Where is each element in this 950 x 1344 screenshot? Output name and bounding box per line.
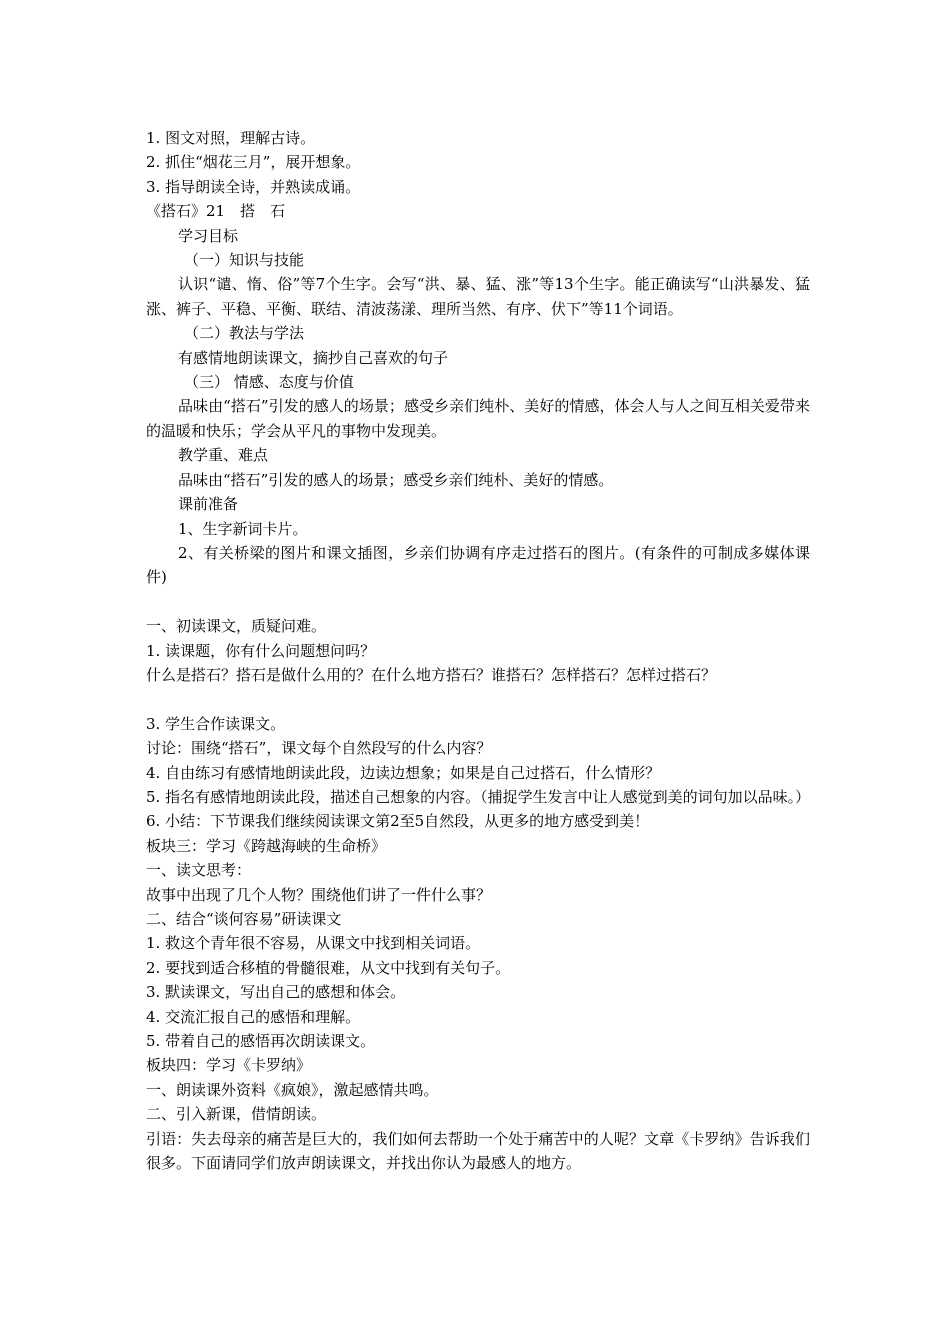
- paragraph: 1、生字新词卡片。: [178, 519, 308, 538]
- text-line: 6. 小结：下节课我们继续阅读课文第2至5自然段，从更多的地方感受到美！: [146, 812, 650, 831]
- section-heading: 板块四：学习《卡罗纳》: [146, 1056, 312, 1075]
- text-line: 一、读文思考：: [146, 861, 252, 880]
- text-line: 一、朗读课外资料《疯娘》，激起感情共鸣。: [146, 1080, 439, 1099]
- paragraph: 有感情地朗读课文，摘抄自己喜欢的句子: [178, 348, 449, 367]
- paragraph: 品味由“搭石”引发的感人的场景；感受乡亲们纯朴、美好的情感，体会人与人之间互相关爱带来的温暖和快乐；学会从平凡的事物中发现美。: [146, 397, 810, 440]
- subsection-heading: （二）教法与学法: [184, 324, 305, 343]
- text-line: 1. 救这个青年很不容易，从课文中找到相关词语。: [146, 934, 481, 953]
- text-line: 4. 自由练习有感情地朗读此段，边读边想象；如果是自己过搭石，什么情形？: [146, 763, 661, 782]
- text-line: 1. 读课题，你有什么问题想问吗？: [146, 641, 376, 660]
- text-line: 1. 图文对照，理解古诗。: [146, 129, 316, 147]
- text-line: 3. 学生合作读课文。: [146, 714, 286, 733]
- text-line: 一、初读课文，质疑问难。: [146, 617, 327, 636]
- text-line: 3. 指导朗读全诗，并熟读成诵。: [146, 177, 361, 196]
- text-line: 2. 抓住“烟花三月”，展开想象。: [146, 153, 361, 172]
- lesson-title: 《搭石》21 搭 石: [146, 202, 286, 221]
- text-line: 故事中出现了几个人物？围绕他们讲了一件什么事？: [146, 885, 492, 904]
- subsection-heading: （三） 情感、态度与价值: [184, 373, 354, 392]
- section-heading: 板块三：学习《跨越海峡的生命桥》: [146, 836, 387, 855]
- text-line: 2. 要找到适合移植的骨髓很难，从文中找到有关句子。: [146, 958, 511, 977]
- paragraph: 品味由“搭石”引发的感人的场景；感受乡亲们纯朴、美好的情感。: [178, 470, 614, 489]
- section-heading: 学习目标: [178, 226, 239, 245]
- paragraph: 2、有关桥梁的图片和课文插图，乡亲们协调有序走过搭石的图片。(有条件的可制成多媒体课件): [146, 543, 810, 587]
- blank-line: [146, 687, 810, 711]
- section-heading: 课前准备: [178, 495, 239, 514]
- text-line: 5. 带着自己的感悟再次朗读课文。: [146, 1032, 376, 1050]
- section-heading: 教学重、难点: [178, 446, 269, 465]
- paragraph: 认识“谴、惰、俗”等7个生字。会写“洪、暴、猛、涨”等13个生字。能正确读写“山洪暴发、猛涨、裤子、平稳、平衡、联结、清波荡漾、理所当然、有序、伏下”等11个词语。: [146, 275, 810, 318]
- text-line: 什么是搭石？搭石是做什么用的？在什么地方搭石？谁搭石？怎样搭石？怎样过搭石？: [146, 665, 717, 684]
- text-line: 4. 交流汇报自己的感悟和理解。: [146, 1007, 361, 1026]
- text-line: 二、结合“谈何容易”研读课文: [146, 909, 342, 928]
- document-body: [146, 126, 810, 1175]
- text-line: 3. 默读课文，写出自己的感想和体会。: [146, 983, 406, 1002]
- text-line: 二、引入新课，借情朗读。: [146, 1105, 327, 1124]
- blank-line: [146, 590, 810, 614]
- text-line: 讨论：围绕“搭石”，课文每个自然段写的什么内容？: [146, 739, 492, 758]
- text-line: 引语：失去母亲的痛苦是巨大的，我们如何去帮助一个处于痛苦中的人呢？文章《卡罗纳》告诉我们很多。下面请同学们放声朗读课文，并找出你认为最感人的地方。: [146, 1129, 810, 1173]
- text-line: 5. 指名有感情地朗读此段，描述自己想象的内容。（捕捉学生发言中让人感觉到美的词句加以品味。）: [146, 787, 811, 806]
- subsection-heading: （一）知识与技能: [184, 251, 305, 270]
